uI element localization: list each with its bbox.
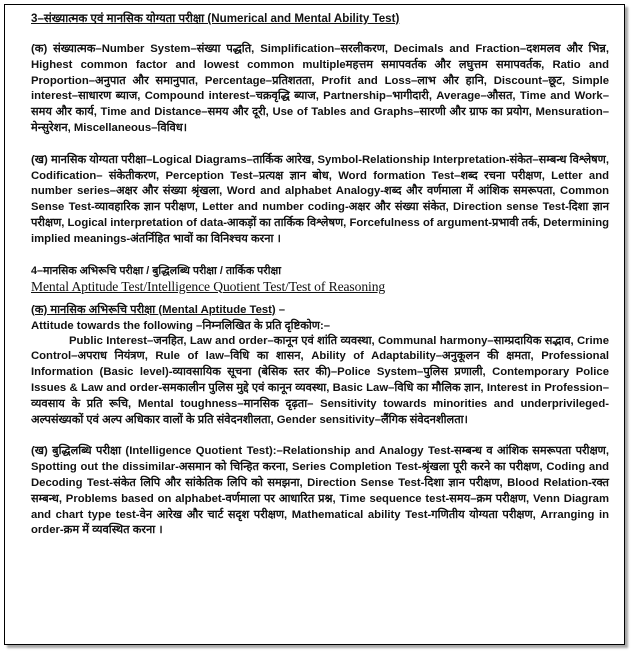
mental-aptitude-paragraph: Public Interest–जनहित, Law and order–कानून एवं शांति व्यवस्था, Communal harmony–साम्प्रदायिक सद्भाव, Crime Control–अपराध नियंत्रण, Rule of law–विधि का शासन, Ability of Adaptability–अनुकूलन की क्षमता, Professional Information (Basic level)-व्यावसायिक सूचना (बेसिक स्तर की)–Police System–पुलिस प्रणाली, Contemporary Police Issues & Law and order-समकालीन पुलिस मुद्दे एवं कानून व्यवस्था, Basic Law–विधि का मौलिक ज्ञान, Interest in Profession–व्यवसाय के प्रति रूचि, Mental toughness–मानसिक दृढ़ता– Sensitivity towards minorities and underprivileged- अल्पसंख्यकों एवं अल्प अधिकार वालों के प्रति संवेदनशीलता, Gender sensitivity–लैंगिक संवेदनशीलता। <box>31 334 609 426</box>
document-page <box>4 4 625 645</box>
mental-aptitude-prefix: (क) मानसिक अभिरूचि परीक्षा <box>31 303 159 316</box>
section-3-heading: 3–संख्यात्मक एवं मानसिक योग्यता परीक्षा (Numerical and Mental Ability Test) <box>31 12 400 25</box>
section-4-heading-english: Mental Aptitude Test/Intelligence Quotient Test/Test of Reasoning <box>31 278 386 294</box>
intelligence-quotient-paragraph: (ख) बुद्धिलब्धि परीक्षा (Intelligence Quotient Test):–Relationship and Analogy Test-सम्बन्ध व आंशिक समरूपता परीक्षण, Spotting out the dissimilar-असमान को चिन्हित करना, Series Completion Test-श्रृंखला पूरी करने का परीक्षण, Coding and Decoding Test-संकेत लिपि और सांकेतिक लिपि को समझना, Direction Sense Test-दिशा ज्ञान परीक्षण, Blood Relation-रक्त सम्बन्ध, Problems based on alphabet-वर्णमाला पर आधारित प्रश्न, Time sequence test-समय–क्रम परीक्षण, Venn Diagram and chart type test-वेन आरेख और चार्ट सदृश परीक्षण, Mathematical ability Test-गणितीय योग्यता परीक्षण, Arranging in order-क्रम में व्यवस्थित करना । <box>31 445 609 537</box>
section-4-heading-hindi: 4–मानसिक अभिरूचि परीक्षा / बुद्धिलब्धि परीक्षा / तार्किक परीक्षा <box>31 264 282 277</box>
mental-aptitude-subheading <box>31 302 609 318</box>
mental-aptitude-title: (Mental Aptitude Test) <box>158 303 276 316</box>
document-content <box>31 11 609 539</box>
numerical-syllabus-paragraph: (क) संख्यात्मक–Number System–संख्या पद्धति, Simplification–सरलीकरण, Decimals and Fraction–दशमलव और भिन्न, Highest common factor and lowest common multipleमहत्तम समापवर्तक और लघुत्तम समापवर्तक, Ratio and Proportion–अनुपात और समानुपात, Percentage–प्रतिशतता, Profit and Loss–लाभ और हानि, Discount–छूट, Simple interest–साधारण ब्याज, Compound interest–चक्रवृद्धि ब्याज, Partnership–भागीदारी, Average–औसत, Time and Work–समय और कार्य, Time and Distance–समय और दूरी, Use of Tables and Graphs–सारणी और ग्राफ का प्रयोग, Mensuration–मेन्सुरेशन, Miscellaneous–विविध। <box>31 43 610 134</box>
mental-ability-syllabus-paragraph: (ख) मानसिक योग्यता परीक्षा–Logical Diagrams–तार्किक आरेख, Symbol-Relationship Interpretation-संकेत–सम्बन्ध विश्लेषण, Codification– संकेतीकरण, Perception Test–प्रत्यक्ष ज्ञान बोध, Word formation Test–शब्द रचना परीक्षण, Letter and number series–अक्षर और संख्या श्रृंखला, Word and alphabet Analogy-शब्द और वर्णमाला में आंशिक समरूपता, Common Sense Test-व्यावहारिक ज्ञान परीक्षण, Letter and number coding-अक्षर और संख्या संकेत, Direction sense Test-दिशा ज्ञान परीक्षण, Logical interpretation of data-आकड़ों का तार्किक विश्लेषण, Forcefulness of argument-प्रभावी तर्क, Determining implied meanings-अंतर्निहित भावों का विनिश्चय करना । <box>31 153 609 245</box>
mental-aptitude-dash: – <box>275 303 286 316</box>
attitude-line: Attitude towards the following –निम्नलिखित के प्रति दृष्टिकोण:– <box>31 319 331 332</box>
